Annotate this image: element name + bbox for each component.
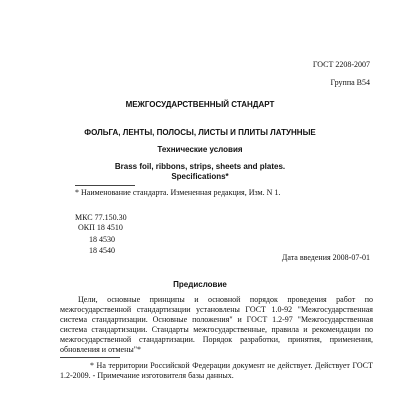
preface-footnote: * На территории Российской Федерации документ не действует. Действует ГОСТ 1.2-2009. - Примечание изготовителя базы данных. — [60, 361, 373, 380]
document-subtitle: Технические условия — [157, 145, 243, 154]
okp-code: 18 4530 — [89, 235, 115, 244]
title-footnote: * Наименование стандарта. Измененная редакция, Изм. N 1. — [75, 188, 281, 197]
footnote-divider — [75, 185, 135, 186]
mks-code: МКС 77.150.30 — [75, 213, 127, 222]
group-label: Группа В54 — [330, 78, 370, 87]
okp-code: ОКП 18 4510 — [78, 223, 123, 232]
standard-kind: МЕЖГОСУДАРСТВЕННЫЙ СТАНДАРТ — [125, 100, 275, 109]
preface-heading: Предисловие — [173, 280, 227, 289]
introduction-date: Дата введения 2008-07-01 — [281, 253, 370, 262]
document-title: ФОЛЬГА, ЛЕНТЫ, ПОЛОСЫ, ЛИСТЫ И ПЛИТЫ ЛАТУННЫЕ — [84, 128, 316, 137]
preface-text: Цели, основные принципы и основной порядок проведения работ по межгосударственной стандартизации установлены ГОСТ 1.0-92 "Межгосударственная система стандартизации. Основные положения" и ГОСТ 1.2-97 "Межгосударственная система стандартизации. Стандарты межгосударственные, правила и рекомендации по межгосударственной стандартизации. Порядок разработки, принятия, применения, обновления и отмены"* — [60, 295, 373, 354]
okp-code: 18 4540 — [89, 246, 115, 255]
english-subtitle: Specifications* — [171, 172, 229, 181]
footnote-divider — [60, 357, 120, 358]
english-title: Brass foil, ribbons, strips, sheets and plates. — [114, 162, 286, 171]
standard-code: ГОСТ 2208-2007 — [312, 60, 370, 69]
